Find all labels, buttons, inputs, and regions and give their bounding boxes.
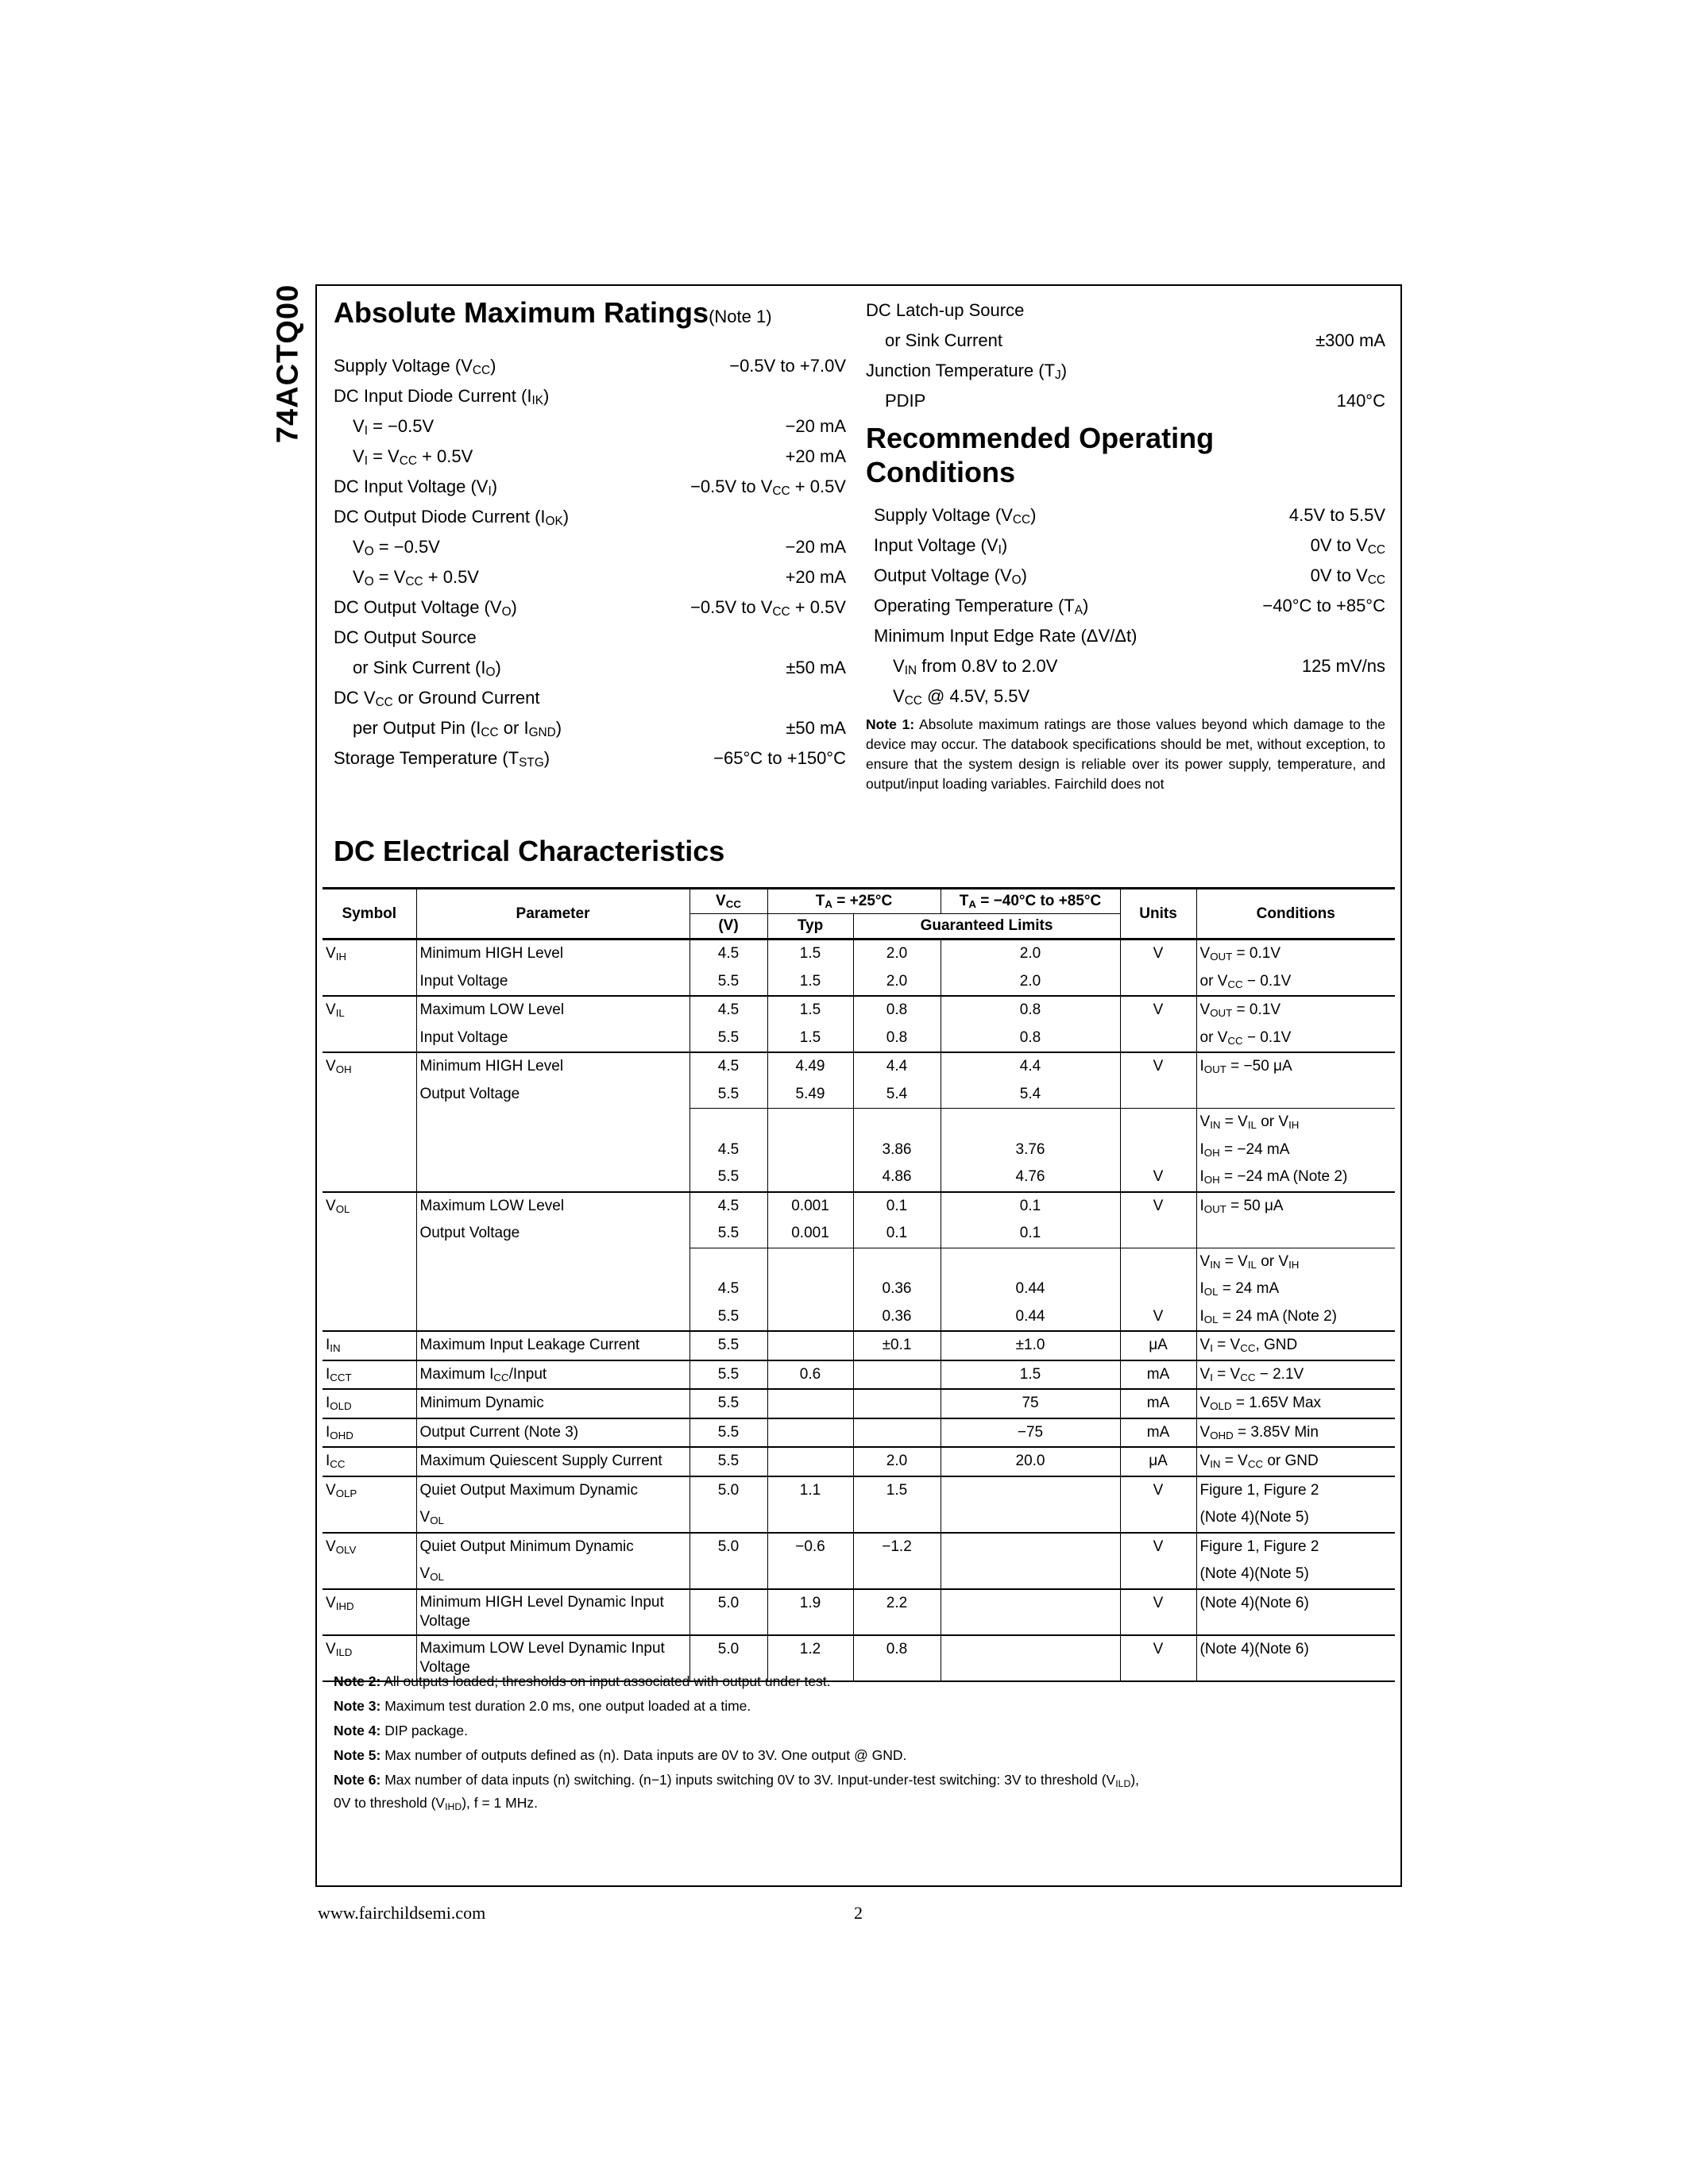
table-group bbox=[323, 1447, 1395, 1476]
table-row bbox=[323, 1303, 1395, 1332]
cell-typ: 1.5 bbox=[767, 996, 853, 1024]
table-group bbox=[323, 1418, 1395, 1448]
cell-units bbox=[1120, 1248, 1196, 1275]
cell-symbol: $V_{OH}$ bbox=[326, 1058, 352, 1075]
cell-vcc: 5.5 bbox=[689, 1389, 767, 1418]
cell-vcc: 4.5 bbox=[689, 1136, 767, 1164]
cell-limful bbox=[941, 1533, 1120, 1561]
table-group bbox=[323, 1192, 1395, 1332]
note-5: Note 5: Max number of outputs defined as (n). Data inputs are 0V to 3V. One output @ GND. bbox=[334, 1747, 907, 1763]
cell-conditions: (Note 4)(Note 6) bbox=[1196, 1635, 1395, 1681]
cell-limful bbox=[941, 1504, 1120, 1533]
cell-units bbox=[1120, 1109, 1196, 1136]
table-group bbox=[323, 1533, 1395, 1589]
abs-max-row: DC Input Voltage $(V_I)$ −0.5V to $V_{CC} + 0.5V$ bbox=[334, 477, 846, 498]
cell-units: V bbox=[1120, 1163, 1196, 1192]
col-symbol: Symbol bbox=[323, 889, 416, 940]
cell-limful: 1.5 bbox=[941, 1360, 1120, 1390]
abs-max-row: $V_O = -0.5V$ −20 mA bbox=[353, 537, 846, 558]
rec-op-row: Input Voltage $(V_I)$ 0V to $V_{CC}$ bbox=[874, 535, 1385, 557]
cell-limful: 4.4 bbox=[941, 1052, 1120, 1081]
table-row bbox=[323, 1331, 1395, 1360]
cell-typ bbox=[767, 1136, 853, 1164]
cell-typ bbox=[767, 1561, 853, 1589]
cell-conditions: or $V_{CC} - 0.1V$ bbox=[1196, 1024, 1395, 1053]
table-row bbox=[323, 1192, 1395, 1221]
note-2: Note 2: All outputs loaded; thresholds on input associated with output under test. bbox=[334, 1673, 831, 1689]
cell-limful: 0.1 bbox=[941, 1192, 1120, 1221]
cell-conditions: $I_{OH} = -24$ mA (Note 2) bbox=[1196, 1163, 1395, 1192]
abs-max-row: $V_I = -0.5V$ −20 mA bbox=[353, 416, 846, 438]
cell-vcc: 5.0 bbox=[689, 1476, 767, 1505]
cell-conditions: or $V_{CC} - 0.1V$ bbox=[1196, 968, 1395, 997]
cell-limful bbox=[941, 1248, 1120, 1275]
cell-vcc bbox=[689, 1504, 767, 1533]
cell-vcc: 4.5 bbox=[689, 940, 767, 968]
cell-vcc: 5.5 bbox=[689, 1081, 767, 1109]
cell-parameter: Maximum LOW Level Dynamic Input Voltage bbox=[416, 1635, 689, 1681]
cell-parameter: Minimum HIGH Level bbox=[416, 1052, 689, 1081]
cell-conditions: $V_{OHD} = 3.85V$ Min bbox=[1196, 1418, 1395, 1448]
cell-lim25 bbox=[853, 1561, 941, 1589]
cell-units: V bbox=[1120, 1192, 1196, 1221]
cell-parameter: Input Voltage bbox=[416, 968, 689, 997]
cell-lim25 bbox=[853, 1504, 941, 1533]
cell-vcc: 5.5 bbox=[689, 1303, 767, 1332]
cell-vcc: 5.5 bbox=[689, 1360, 767, 1390]
table-row bbox=[323, 1360, 1395, 1390]
table-group bbox=[323, 1389, 1395, 1418]
cell-limful: 3.76 bbox=[941, 1136, 1120, 1164]
cell-typ bbox=[767, 1275, 853, 1303]
cell-units: V bbox=[1120, 1635, 1196, 1681]
cell-vcc bbox=[689, 1109, 767, 1136]
cell-lim25 bbox=[853, 1248, 941, 1275]
col-vcc: $V_{CC}$ bbox=[689, 889, 767, 914]
cell-lim25: 2.2 bbox=[853, 1589, 941, 1635]
cell-conditions: $V_{OUT} = 0.1V$ bbox=[1196, 996, 1395, 1024]
cell-vcc: 4.5 bbox=[689, 1192, 767, 1221]
cell-parameter: Minimum HIGH Level Dynamic Input Voltage bbox=[416, 1589, 689, 1635]
cell-typ bbox=[767, 1447, 853, 1476]
cell-typ: −0.6 bbox=[767, 1533, 853, 1561]
rec-op-row: Minimum Input Edge Rate (ΔV/Δt) bbox=[874, 626, 1138, 646]
table-row bbox=[323, 1248, 1395, 1275]
abs-max-row: Storage Temperature $(T_{STG})$ −65°C to +150°C bbox=[334, 748, 846, 770]
cell-conditions: (Note 4)(Note 5) bbox=[1196, 1561, 1395, 1589]
cell-lim25: 0.36 bbox=[853, 1275, 941, 1303]
cell-limful: 75 bbox=[941, 1389, 1120, 1418]
cell-lim25 bbox=[853, 1389, 941, 1418]
cell-typ bbox=[767, 1504, 853, 1533]
cell-conditions: $I_{OH} = -24$ mA bbox=[1196, 1136, 1395, 1164]
note-6: Note 6: Max number of data inputs (n) switching. (n−1) inputs switching 0V to 3V. Input-under-test switching: 3V to threshold $(V_{ILD})$, bbox=[334, 1772, 1140, 1789]
cell-units: V bbox=[1120, 1303, 1196, 1332]
cell-lim25: 0.36 bbox=[853, 1303, 941, 1332]
cell-symbol: $I_{CC}$ bbox=[326, 1453, 346, 1470]
cell-parameter: $V_{OL}$ bbox=[416, 1504, 689, 1533]
cell-symbol: $V_{OLV}$ bbox=[326, 1538, 357, 1556]
cell-lim25: 1.5 bbox=[853, 1476, 941, 1505]
cell-symbol bbox=[323, 1303, 416, 1332]
cell-symbol: $V_{ILD}$ bbox=[326, 1640, 353, 1658]
cell-symbol bbox=[323, 968, 416, 997]
cell-limful: 2.0 bbox=[941, 940, 1120, 968]
cell-parameter: Quiet Output Maximum Dynamic bbox=[416, 1476, 689, 1505]
cell-conditions: $V_{IN} = V_{IL}$ or $V_{IH}$ bbox=[1196, 1109, 1395, 1136]
cell-units: V bbox=[1120, 1533, 1196, 1561]
cell-units bbox=[1120, 1081, 1196, 1109]
cell-symbol: $V_{IH}$ bbox=[326, 945, 346, 963]
cell-parameter: Maximum LOW Level bbox=[416, 1192, 689, 1221]
cell-limful: 4.76 bbox=[941, 1163, 1120, 1192]
table-group bbox=[323, 940, 1395, 997]
cell-limful bbox=[941, 1561, 1120, 1589]
cell-conditions: $V_I = V_{CC}$, GND bbox=[1196, 1331, 1395, 1360]
cell-vcc bbox=[689, 1248, 767, 1275]
cell-conditions: $I_{OL} = 24$ mA (Note 2) bbox=[1196, 1303, 1395, 1332]
table-row bbox=[323, 1220, 1395, 1248]
cell-lim25: ±0.1 bbox=[853, 1331, 941, 1360]
cell-symbol: $I_{OLD}$ bbox=[326, 1395, 352, 1412]
cell-lim25: 4.4 bbox=[853, 1052, 941, 1081]
cell-typ bbox=[767, 1389, 853, 1418]
cell-units bbox=[1120, 968, 1196, 997]
cell-limful: ±1.0 bbox=[941, 1331, 1120, 1360]
cell-units: mA bbox=[1120, 1418, 1196, 1448]
table-row bbox=[323, 1447, 1395, 1476]
cell-parameter: Output Current (Note 3) bbox=[416, 1418, 689, 1448]
cell-typ: 1.5 bbox=[767, 940, 853, 968]
note-3: Note 3: Maximum test duration 2.0 ms, one output loaded at a time. bbox=[334, 1698, 751, 1714]
rec-op-row: Output Voltage $(V_O)$ 0V to $V_{CC}$ bbox=[874, 565, 1385, 587]
table-group bbox=[323, 1589, 1395, 1635]
cell-units bbox=[1120, 1220, 1196, 1248]
cell-parameter: Maximum $I_{CC}$/Input bbox=[416, 1360, 689, 1390]
table-group bbox=[323, 996, 1395, 1052]
cell-parameter bbox=[416, 1136, 689, 1164]
abs-max-row: DC $V_{CC}$ or Ground Current bbox=[334, 688, 540, 709]
cell-typ: 1.1 bbox=[767, 1476, 853, 1505]
cell-typ: 5.49 bbox=[767, 1081, 853, 1109]
right-column bbox=[866, 295, 1385, 794]
cell-lim25: 3.86 bbox=[853, 1136, 941, 1164]
rec-op-row: $V_{CC}$ @ 4.5V, 5.5V bbox=[893, 686, 1030, 708]
cell-conditions: (Note 4)(Note 6) bbox=[1196, 1589, 1395, 1635]
cell-units: V bbox=[1120, 1476, 1196, 1505]
cell-lim25: 0.8 bbox=[853, 1635, 941, 1681]
cell-typ bbox=[767, 1163, 853, 1192]
cell-units bbox=[1120, 1136, 1196, 1164]
cell-typ bbox=[767, 1109, 853, 1136]
col-typ: Typ bbox=[767, 914, 853, 940]
cell-symbol bbox=[323, 1248, 416, 1275]
cell-vcc: 4.5 bbox=[689, 1052, 767, 1081]
cell-units: V bbox=[1120, 1052, 1196, 1081]
cell-limful: −75 bbox=[941, 1418, 1120, 1448]
cell-parameter bbox=[416, 1109, 689, 1136]
cell-symbol bbox=[323, 1163, 416, 1192]
cell-symbol bbox=[323, 1136, 416, 1164]
cell-lim25 bbox=[853, 1109, 941, 1136]
cell-conditions: $I_{OUT} = 50$ μA bbox=[1196, 1192, 1395, 1221]
cell-units bbox=[1120, 1561, 1196, 1589]
cell-symbol bbox=[323, 1504, 416, 1533]
abs-max-row: Supply Voltage $(V_{CC})$ −0.5V to +7.0V bbox=[334, 356, 846, 377]
col-parameter: Parameter bbox=[416, 889, 689, 940]
cell-parameter bbox=[416, 1248, 689, 1275]
cell-limful: 5.4 bbox=[941, 1081, 1120, 1109]
table-row bbox=[323, 1533, 1395, 1561]
table-row bbox=[323, 1418, 1395, 1448]
cell-vcc: 5.5 bbox=[689, 1418, 767, 1448]
table-row bbox=[323, 940, 1395, 968]
table-row bbox=[323, 1109, 1395, 1136]
table-group bbox=[323, 1331, 1395, 1360]
cell-lim25 bbox=[853, 1418, 941, 1448]
cell-units: V bbox=[1120, 1589, 1196, 1635]
col-conditions: Conditions bbox=[1196, 889, 1395, 940]
cell-typ: 4.49 bbox=[767, 1052, 853, 1081]
cell-conditions: $V_{IN} = V_{IL}$ or $V_{IH}$ bbox=[1196, 1248, 1395, 1275]
cell-symbol: $V_{IHD}$ bbox=[326, 1594, 354, 1612]
cell-conditions: (Note 4)(Note 5) bbox=[1196, 1504, 1395, 1533]
cell-lim25: −1.2 bbox=[853, 1533, 941, 1561]
cell-conditions: $V_{OLD} = 1.65V$ Max bbox=[1196, 1389, 1395, 1418]
cell-vcc: 5.5 bbox=[689, 1447, 767, 1476]
cell-limful bbox=[941, 1589, 1120, 1635]
rec-op-title: Recommended Operating Conditions bbox=[866, 422, 1215, 488]
table-row bbox=[323, 1561, 1395, 1589]
cell-units: μA bbox=[1120, 1447, 1196, 1476]
cell-limful: 0.1 bbox=[941, 1220, 1120, 1248]
table-group bbox=[323, 1052, 1395, 1192]
cell-symbol bbox=[323, 1081, 416, 1109]
table-group bbox=[323, 1476, 1395, 1533]
cell-parameter bbox=[416, 1275, 689, 1303]
cell-typ: 1.5 bbox=[767, 1024, 853, 1053]
table-row bbox=[323, 1476, 1395, 1505]
cell-symbol: $V_{OLP}$ bbox=[326, 1481, 357, 1499]
cell-parameter: Maximum Quiescent Supply Current bbox=[416, 1447, 689, 1476]
abs-max-row: or Sink Current $(I_O)$ ±50 mA bbox=[353, 658, 846, 679]
cell-typ: 0.001 bbox=[767, 1192, 853, 1221]
cell-parameter bbox=[416, 1163, 689, 1192]
cell-lim25: 5.4 bbox=[853, 1081, 941, 1109]
cell-symbol bbox=[323, 1275, 416, 1303]
part-number-vertical bbox=[268, 280, 308, 447]
rec-op-row: Supply Voltage $(V_{CC})$ 4.5V to 5.5V bbox=[874, 505, 1385, 527]
cell-limful: 0.8 bbox=[941, 996, 1120, 1024]
cell-parameter: Maximum Input Leakage Current bbox=[416, 1331, 689, 1360]
page-number: 2 bbox=[854, 1903, 863, 1923]
cell-parameter: Input Voltage bbox=[416, 1024, 689, 1053]
table-row bbox=[323, 1275, 1395, 1303]
cell-limful: 0.44 bbox=[941, 1275, 1120, 1303]
cell-typ: 1.5 bbox=[767, 968, 853, 997]
cell-lim25: 0.1 bbox=[853, 1220, 941, 1248]
cell-parameter: Quiet Output Minimum Dynamic bbox=[416, 1533, 689, 1561]
abs-max-row: DC Input Diode Current $(I_{IK})$ bbox=[334, 386, 550, 407]
cell-typ bbox=[767, 1303, 853, 1332]
cell-parameter: Minimum HIGH Level bbox=[416, 940, 689, 968]
cell-limful bbox=[941, 1109, 1120, 1136]
cell-conditions: $I_{OUT} = -50$ μA bbox=[1196, 1052, 1395, 1081]
cell-vcc: 5.0 bbox=[689, 1533, 767, 1561]
note-1: Note 1: Absolute maximum ratings are those values beyond which damage to the device may occur. The databook specifications should be met, without exception, to ensure that the system design is reliable over its power supply, temperature, and output/input loading variables. Fairchild does not bbox=[866, 716, 1385, 792]
table-row bbox=[323, 1052, 1395, 1081]
note-6-cont: 0V to threshold $(V_{IHD})$, f = 1 MHz. bbox=[334, 1795, 538, 1812]
part-number-text: 74ACTQ00 bbox=[271, 284, 305, 444]
cell-vcc: 5.5 bbox=[689, 968, 767, 997]
table-row bbox=[323, 1389, 1395, 1418]
cell-limful: 20.0 bbox=[941, 1447, 1120, 1476]
cell-typ bbox=[767, 1418, 853, 1448]
cell-units: μA bbox=[1120, 1331, 1196, 1360]
cell-units: V bbox=[1120, 940, 1196, 968]
cell-lim25: 2.0 bbox=[853, 1447, 941, 1476]
cell-parameter: Minimum Dynamic bbox=[416, 1389, 689, 1418]
cell-vcc: 4.5 bbox=[689, 996, 767, 1024]
cell-conditions bbox=[1196, 1220, 1395, 1248]
cell-typ bbox=[767, 1331, 853, 1360]
rec-op-row: $V_{IN}$ from 0.8V to 2.0V 125 mV/ns bbox=[893, 656, 1385, 677]
cell-conditions: $I_{OL} = 24$ mA bbox=[1196, 1275, 1395, 1303]
cell-parameter: $V_{OL}$ bbox=[416, 1561, 689, 1589]
cell-conditions: $V_{OUT} = 0.1V$ bbox=[1196, 940, 1395, 968]
cell-lim25: 2.0 bbox=[853, 940, 941, 968]
cell-symbol bbox=[323, 1024, 416, 1053]
table-row bbox=[323, 1589, 1395, 1635]
cell-symbol: $I_{OHD}$ bbox=[326, 1423, 353, 1441]
note-4: Note 4: DIP package. bbox=[334, 1723, 468, 1738]
abs-max-row: DC Output Source bbox=[334, 627, 477, 647]
col-ta25: $T_A = +25^\circ C$ bbox=[767, 889, 941, 914]
cell-vcc bbox=[689, 1561, 767, 1589]
cell-units bbox=[1120, 1024, 1196, 1053]
abs-max-title: Absolute Maximum Ratings(Note 1) bbox=[334, 296, 772, 329]
cell-units: mA bbox=[1120, 1389, 1196, 1418]
table-row bbox=[323, 996, 1395, 1024]
footnotes bbox=[334, 1669, 1390, 1813]
cell-lim25: 0.1 bbox=[853, 1192, 941, 1221]
col-taful: $T_A = -40^\circ C$ to +85°C bbox=[941, 889, 1120, 914]
cell-symbol bbox=[323, 1109, 416, 1136]
table-row bbox=[323, 1163, 1395, 1192]
abs-max-column bbox=[334, 295, 846, 774]
table-row bbox=[323, 968, 1395, 997]
abs-max-row: DC Output Voltage $(V_O)$ −0.5V to $V_{CC} + 0.5V$ bbox=[334, 597, 846, 619]
cell-parameter: Maximum LOW Level bbox=[416, 996, 689, 1024]
cell-parameter: Output Voltage bbox=[416, 1220, 689, 1248]
col-guaranteed: Guaranteed Limits bbox=[853, 914, 1120, 940]
table-row bbox=[323, 1081, 1395, 1109]
table-row bbox=[323, 1136, 1395, 1164]
cell-vcc: 5.5 bbox=[689, 1220, 767, 1248]
dc-characteristics-table bbox=[323, 887, 1395, 1682]
cell-parameter bbox=[416, 1303, 689, 1332]
cell-parameter: Output Voltage bbox=[416, 1081, 689, 1109]
cell-units bbox=[1120, 1275, 1196, 1303]
cell-conditions bbox=[1196, 1081, 1395, 1109]
cell-limful: 2.0 bbox=[941, 968, 1120, 997]
cell-vcc: 5.5 bbox=[689, 1163, 767, 1192]
cell-typ: 0.6 bbox=[767, 1360, 853, 1390]
cell-conditions: Figure 1, Figure 2 bbox=[1196, 1476, 1395, 1505]
cell-typ: 0.001 bbox=[767, 1220, 853, 1248]
cell-limful: 0.44 bbox=[941, 1303, 1120, 1332]
cell-typ bbox=[767, 1248, 853, 1275]
cell-vcc: 5.0 bbox=[689, 1589, 767, 1635]
table-row bbox=[323, 1504, 1395, 1533]
cell-units: V bbox=[1120, 996, 1196, 1024]
cell-conditions: $V_{IN} = V_{CC}$ or GND bbox=[1196, 1447, 1395, 1476]
abs-max-row: PDIP 140°C bbox=[885, 391, 1385, 411]
abs-max-row: per Output Pin ($I_{CC}$ or $I_{GND}$) ±50 mA bbox=[353, 718, 846, 739]
cell-lim25: 0.8 bbox=[853, 1024, 941, 1053]
cell-symbol: $V_{IL}$ bbox=[326, 1001, 345, 1019]
cell-conditions: $V_I = V_{CC} - 2.1V$ bbox=[1196, 1360, 1395, 1390]
cell-lim25: 4.86 bbox=[853, 1163, 941, 1192]
cell-symbol: $V_{OL}$ bbox=[326, 1197, 350, 1215]
cell-symbol: $I_{CCT}$ bbox=[326, 1365, 352, 1383]
cell-units: mA bbox=[1120, 1360, 1196, 1390]
footer-url: www.fairchildsemi.com bbox=[318, 1903, 486, 1923]
cell-vcc: 5.0 bbox=[689, 1635, 767, 1681]
cell-lim25: 2.0 bbox=[853, 968, 941, 997]
abs-max-row: $V_O = V_{CC} + 0.5V$ +20 mA bbox=[353, 567, 846, 588]
col-vcc-unit: (V) bbox=[689, 914, 767, 940]
cell-units bbox=[1120, 1504, 1196, 1533]
dc-char-title: DC Electrical Characteristics bbox=[334, 835, 725, 867]
cell-limful: 0.8 bbox=[941, 1024, 1120, 1053]
cell-lim25: 0.8 bbox=[853, 996, 941, 1024]
abs-max-row: Junction Temperature $(T_J)$ bbox=[866, 361, 1068, 382]
table-group bbox=[323, 1360, 1395, 1390]
cell-conditions: Figure 1, Figure 2 bbox=[1196, 1533, 1395, 1561]
abs-max-row: DC Latch-up Source bbox=[866, 300, 1025, 320]
cell-symbol: $I_{IN}$ bbox=[326, 1337, 341, 1354]
abs-max-row: or Sink Current ±300 mA bbox=[885, 330, 1385, 350]
abs-max-row: DC Output Diode Current $(I_{OK})$ bbox=[334, 507, 570, 528]
cell-typ: 1.2 bbox=[767, 1635, 853, 1681]
cell-lim25 bbox=[853, 1360, 941, 1390]
cell-symbol bbox=[323, 1220, 416, 1248]
abs-max-row: $V_I = V_{CC} + 0.5V$ +20 mA bbox=[353, 446, 846, 468]
col-units: Units bbox=[1120, 889, 1196, 940]
rec-op-row: Operating Temperature $(T_A)$ −40°C to +85°C bbox=[874, 596, 1385, 617]
table-row bbox=[323, 1024, 1395, 1053]
cell-vcc: 5.5 bbox=[689, 1024, 767, 1053]
cell-vcc: 5.5 bbox=[689, 1331, 767, 1360]
cell-vcc: 4.5 bbox=[689, 1275, 767, 1303]
cell-limful bbox=[941, 1476, 1120, 1505]
cell-typ: 1.9 bbox=[767, 1589, 853, 1635]
cell-symbol bbox=[323, 1561, 416, 1589]
